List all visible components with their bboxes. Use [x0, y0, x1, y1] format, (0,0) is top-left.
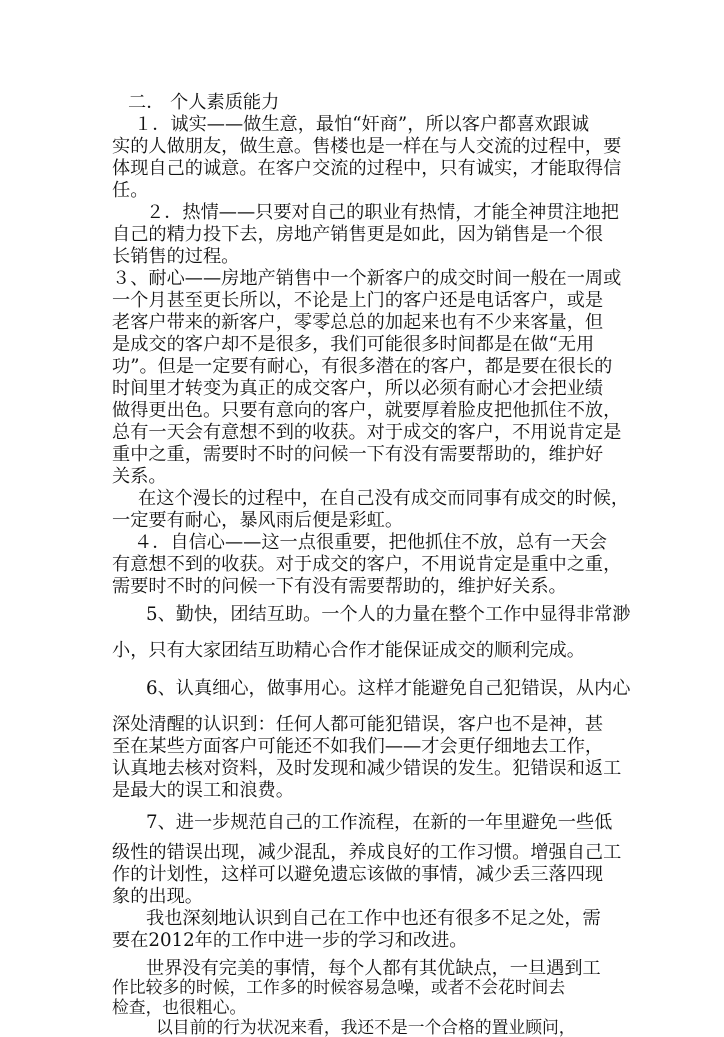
paragraph-line: 深处清醒的认识到：任何人都可能犯错误，客户也不是神，甚 — [112, 714, 604, 735]
paragraph-line: 老客户带来的新客户，零零总总的加起来也有不少来客量，但 — [112, 312, 604, 333]
paragraph-line: ３、耐心——房地产销售中一个新客户的成交时间一般在一周或 — [112, 268, 622, 289]
paragraph-line: 要在2012年的工作中进一步的学习和改进。 — [112, 930, 468, 951]
section-title: 二． 个人素质能力 — [128, 92, 280, 113]
paragraph-line: 6、认真细心，做事用心。这样才能避免自己犯错误，从内心 — [146, 678, 631, 699]
paragraph-line: 检查，也很粗心。 — [112, 997, 247, 1017]
paragraph-line: 作的计划性，这样可以避免遗忘该做的事情，减少丢三落四现 — [112, 864, 604, 885]
paragraph-line: 7、进一步规范自己的工作流程，在新的一年里避免一些低 — [146, 812, 613, 833]
paragraph-line: ２．热情——只要对自己的职业有热情，才能全神贯注地把 — [146, 202, 619, 223]
paragraph-line: 体现自己的诚意。在客户交流的过程中，只有诚实，才能取得信 — [112, 158, 622, 179]
paragraph-line: 重中之重，需要时不时的问候一下有没有需要帮助的，维护好 — [112, 444, 604, 465]
paragraph-line: 世界没有完美的事情，每个人都有其优缺点，一旦遇到工 — [146, 958, 601, 979]
paragraph-line: 总有一天会有意想不到的收获。对于成交的客户，不用说肯定是 — [112, 422, 622, 443]
paragraph-line: 认真地去核对资料，及时发现和减少错误的发生。犯错误和返工 — [112, 758, 622, 779]
paragraph-line: 是成交的客户却不是很多，我们可能很多时间都是在做“无用 — [112, 334, 595, 355]
paragraph-line: 长销售的过程。 — [112, 246, 240, 267]
paragraph-line: 是最大的误工和浪费。 — [112, 780, 294, 801]
paragraph-line: 时间里才转变为真正的成交客户，所以必须有耐心才会把业绩 — [112, 378, 604, 399]
paragraph-line: 一个月甚至更长所以，不论是上门的客户还是电话客户，或是 — [112, 290, 604, 311]
paragraph-line: 做得更出色。只要有意向的客户，就要厚着脸皮把他抓住不放， — [112, 400, 622, 421]
paragraph-line: 需要时不时的问候一下有没有需要帮助的，维护好关系。 — [112, 576, 567, 597]
paragraph-line: 实的人做朋友，做生意。售楼也是一样在与人交流的过程中，要 — [112, 136, 622, 157]
paragraph-line: 自己的精力投下去，房地产销售更是如此，因为销售是一个很 — [112, 224, 604, 245]
paragraph-line: 小，只有大家团结互助精心合作才能保证成交的顺利完成。 — [112, 640, 585, 661]
paragraph-line: 在这个漫长的过程中，在自己没有成交而同事有成交的时候， — [138, 488, 630, 509]
paragraph-line: 一定要有耐心，暴风雨后便是彩虹。 — [112, 510, 404, 531]
paragraph-line: 任。 — [112, 180, 149, 201]
paragraph-line: 关系。 — [112, 466, 167, 487]
paragraph-line: 有意想不到的收获。对于成交的客户，不用说肯定是重中之重， — [112, 554, 622, 575]
paragraph-line: ４．自信心——这一点很重要，把他抓住不放，总有一天会 — [134, 532, 607, 553]
paragraph-line: 象的出现。 — [112, 886, 203, 907]
paragraph-line: 级性的错误出现，减少混乱，养成良好的工作习惯。增强自己工 — [112, 842, 622, 863]
paragraph-line: 以目前的行为状况来看，我还不是一个合格的置业顾问， — [156, 1017, 576, 1037]
paragraph-line: 作比较多的时候，工作多的时候容易急噪，或者不会花时间去 — [112, 977, 566, 997]
paragraph-line: 功”。但是一定要有耐心，有很多潜在的客户，都是要在很长的 — [112, 356, 613, 377]
paragraph-line: 至在某些方面客户可能还不如我们——才会更仔细地去工作， — [112, 736, 604, 757]
paragraph-line: 我也深刻地认识到自己在工作中也还有很多不足之处，需 — [146, 908, 601, 929]
paragraph-line: 5、勤快，团结互助。一个人的力量在整个工作中显得非常渺 — [146, 604, 631, 625]
paragraph-line: １．诚实——做生意，最怕“奸商”，所以客户都喜欢跟诚 — [134, 114, 590, 135]
